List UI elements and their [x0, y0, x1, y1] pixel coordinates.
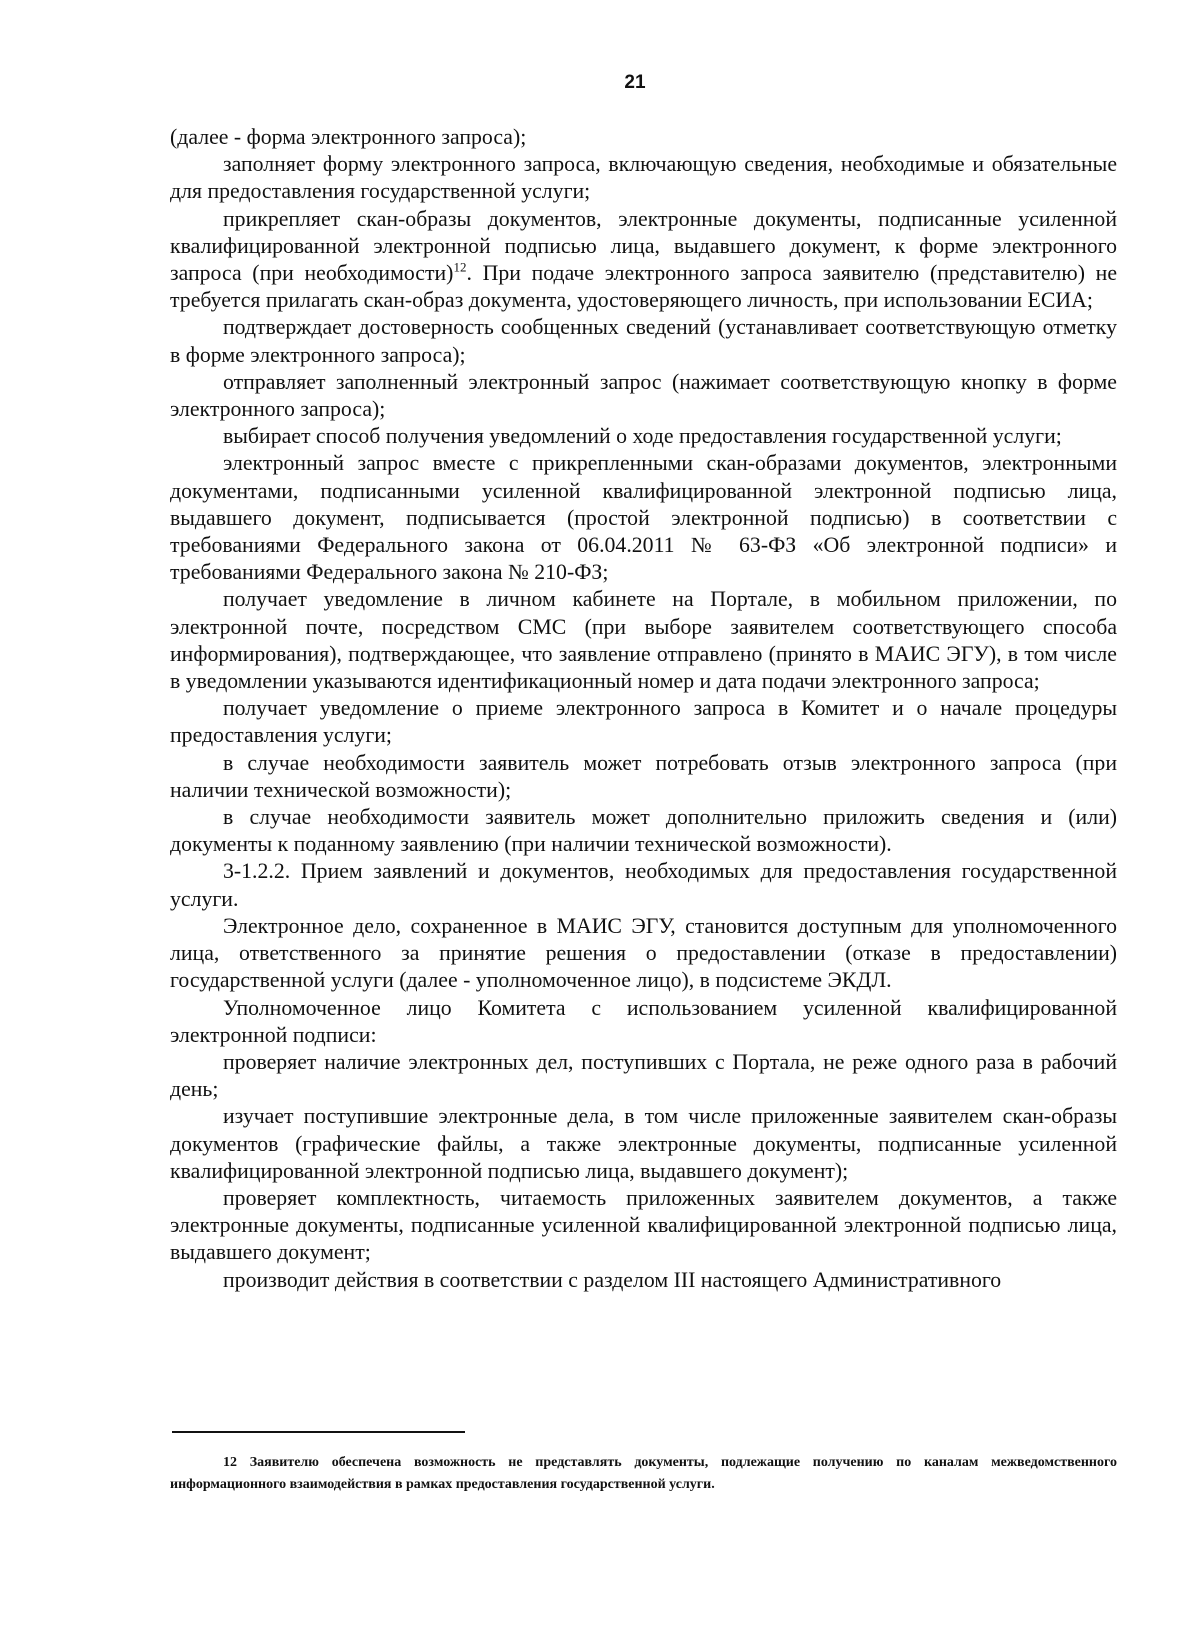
paragraph: электронный запрос вместе с прикрепленными скан-образами документов, электронными документами, подписанными усиленной квалифицированной электронной подписью лица, выдавшего документ, подписывается (простой электронной подписью) в соответствии с требованиями Федерального закона от 06.04.2011 № 63-ФЗ «Об электронной подписи» и требованиями Федерального закона № 210-ФЗ; — [170, 451, 1117, 585]
paragraph: (далее - форма электронного запроса); — [170, 125, 527, 149]
paragraph: получает уведомление о приеме электронного запроса в Комитет и о начале процедуры предоставления услуги; — [170, 696, 1117, 748]
paragraph-text: . При подаче электронного запроса заявителю (представителю) не требуется прилагать скан-образ документа, удостоверяющего личность, при использовании ЕСИА; — [170, 261, 1118, 313]
paragraph: подтверждает достоверность сообщенных сведений (устанавливает соответствующую отметку в форме электронного запроса); — [170, 315, 1117, 367]
paragraph: Электронное дело, сохраненное в МАИС ЭГУ, становится доступным для уполномоченного лица, ответственного за принятие решения о предоставлении (отказе в предоставлении) государственной услуги (далее - уполномоченное лицо), в подсистеме ЭКДЛ. — [170, 913, 1117, 993]
paragraph: изучает поступившие электронные дела, в том числе приложенные заявителем скан-образы документов (графические файлы, а также электронные документы, подписанные усиленной квалифицированной электронной подписью лица, выдавшего документ); — [170, 1104, 1117, 1183]
paragraph: в случае необходимости заявитель может потребовать отзыв электронного запроса (при наличии технической возможности); — [170, 750, 1117, 802]
footnote: 12 Заявителю обеспечена возможность не представлять документы, подлежащие получению по каналам межведомственного информационного взаимодействия в рамках предоставления государственной услуги. — [170, 1455, 1117, 1492]
paragraph: отправляет заполненный электронный запрос (нажимает соответствующую кнопку в форме электронного запроса); — [170, 369, 1117, 422]
paragraph: в случае необходимости заявитель может дополнительно приложить сведения и (или) документы к поданному заявлению (при наличии технической возможности). — [170, 805, 1117, 857]
section-heading: 3-1.2.2. Прием заявлений и документов, необходимых для предоставления государственной услуги. — [170, 859, 1117, 911]
footnote-reference[interactable]: 12 — [453, 259, 467, 275]
footnote-separator — [172, 1431, 465, 1433]
page-number: 21 — [624, 72, 646, 93]
paragraph: проверяет комплектность, читаемость приложенных заявителем документов, а также электронные документы, подписанные усиленной квалифицированной электронной подписью лица, выдавшего документ; — [170, 1185, 1117, 1265]
paragraph: производит действия в соответствии с разделом III настоящего Административного — [223, 1267, 1002, 1292]
paragraph: Уполномоченное лицо Комитета с использованием усиленной квалифицированной электронной подписи: — [170, 995, 1117, 1047]
paragraph-text: прикрепляет скан-образы документов, электронные документы, подписанные усиленной квалифицированной электронной подписью лица, выдавшего документ, к форме электронного запроса (при необходимости) — [170, 206, 1117, 286]
paragraph: выбирает способ получения уведомлений о ходе предоставления государственной услуги; — [223, 424, 1062, 449]
paragraph-with-footnote — [170, 206, 1117, 315]
paragraph: заполняет форму электронного запроса, включающую сведения, необходимые и обязательные для предоставления государственной услуги; — [170, 152, 1117, 204]
document-body — [170, 124, 1117, 1294]
paragraph: проверяет наличие электронных дел, поступивших с Портала, не реже одного раза в рабочий день; — [170, 1049, 1117, 1102]
paragraph: получает уведомление в личном кабинете на Портале, в мобильном приложении, по электронной почте, посредством СМС (при выборе заявителем соответствующего способа информирования), подтверждающее, что заявление отправлено (принято в МАИС ЭГУ), в том числе в уведомлении указываются идентификационный номер и дата подачи электронного запроса; — [170, 587, 1117, 694]
